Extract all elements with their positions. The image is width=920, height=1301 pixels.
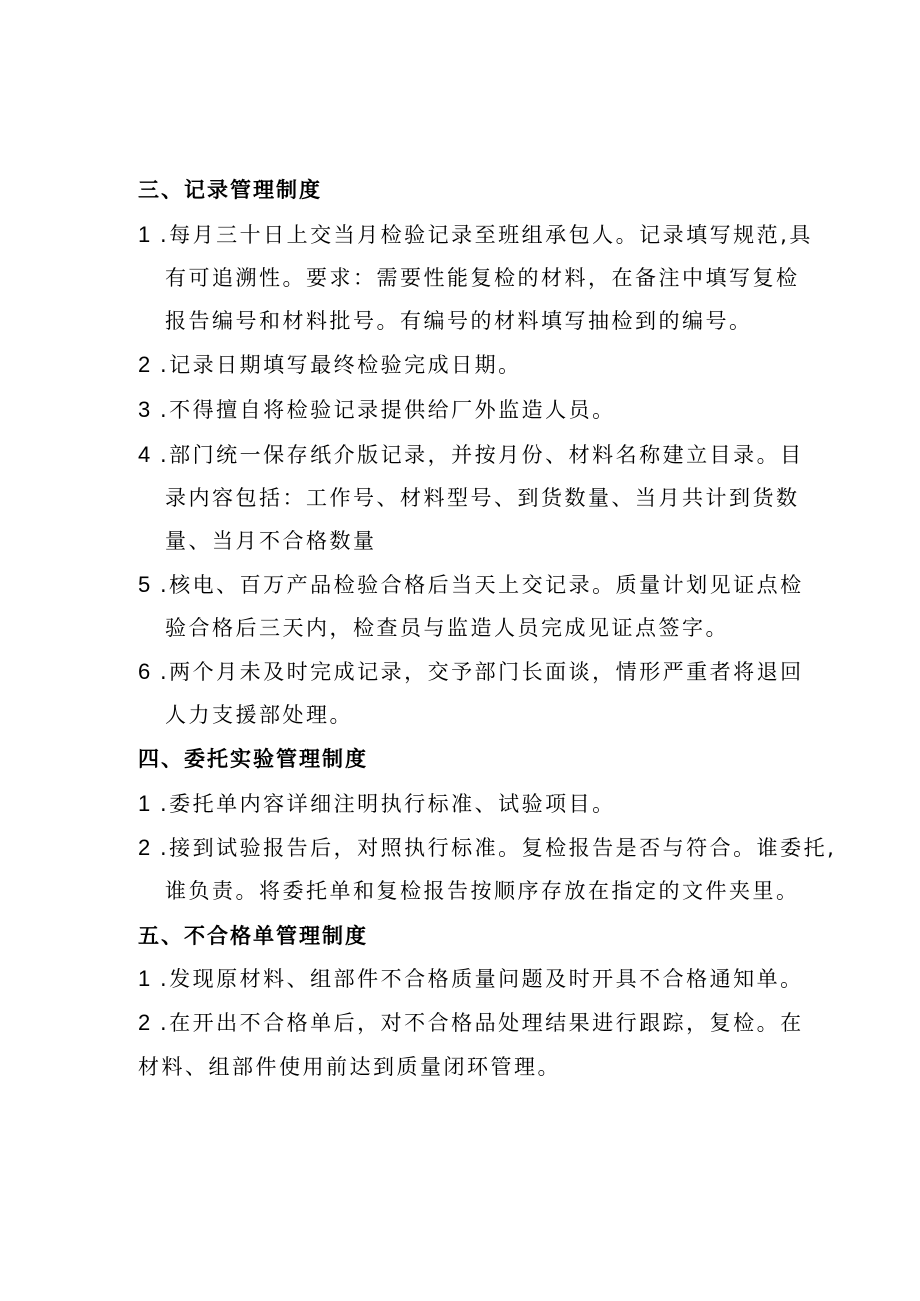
item-text-continued: 验合格后三天内，检查员与监造人员完成见证点签字。 — [165, 616, 729, 640]
list-item — [138, 439, 804, 469]
item-number: 2 — [138, 352, 153, 377]
list-item — [138, 1007, 804, 1037]
item-text: .发现原材料、组部件不合格质量问题及时开具不合格通知单。 — [160, 967, 804, 991]
item-text-continued: 人力支援部处理。 — [165, 703, 353, 727]
list-item — [138, 349, 522, 379]
section-heading: 五、不合格单管理制度 — [138, 924, 368, 948]
item-number: 1 — [138, 791, 153, 816]
item-text: .两个月未及时完成记录，交予部门长面谈，情形严重者将退回 — [160, 660, 804, 684]
item-number: 1 — [138, 222, 153, 247]
list-item — [138, 656, 804, 686]
item-number: 4 — [138, 442, 153, 467]
item-number: 1 — [138, 966, 153, 991]
item-text-continued: 量、当月不合格数量 — [165, 529, 377, 553]
list-item — [138, 788, 616, 818]
list-item — [138, 569, 804, 599]
item-text: .部门统一保存纸介版记录，并按月份、材料名称建立目录。目 — [160, 443, 804, 467]
item-text: .每月三十日上交当月检验记录至班组承包人。记录填写规范,具 — [160, 223, 813, 247]
list-item — [138, 832, 836, 862]
item-text: .记录日期填写最终检验完成日期。 — [160, 353, 522, 377]
item-number: 6 — [138, 659, 153, 684]
item-number: 5 — [138, 572, 153, 597]
list-item — [138, 219, 813, 249]
section-heading: 四、委托实验管理制度 — [138, 747, 368, 771]
item-number: 3 — [138, 397, 153, 422]
section-heading: 三、记录管理制度 — [138, 178, 322, 202]
item-text: .不得擅自将检验记录提供给厂外监造人员。 — [160, 398, 616, 422]
list-item — [138, 394, 616, 424]
item-text-continued: 录内容包括：工作号、材料型号、到货数量、当月共计到货数 — [165, 486, 800, 510]
item-text-continued: 报告编号和材料批号。有编号的材料填写抽检到的编号。 — [165, 309, 753, 333]
item-number: 2 — [138, 1010, 153, 1035]
item-text-continued: 材料、组部件使用前达到质量闭环管理。 — [138, 1055, 561, 1079]
list-item — [138, 963, 804, 993]
item-text: .核电、百万产品检验合格后当天上交记录。质量计划见证点检 — [160, 573, 804, 597]
item-number: 2 — [138, 835, 153, 860]
item-text: .在开出不合格单后，对不合格品处理结果进行跟踪，复检。在 — [160, 1011, 804, 1035]
item-text: .接到试验报告后，对照执行标准。复检报告是否与符合。谁委托, — [160, 836, 837, 860]
item-text: .委托单内容详细注明执行标准、试验项目。 — [160, 792, 616, 816]
item-text-continued: 有可追溯性。要求：需要性能复检的材料，在备注中填写复检 — [165, 266, 800, 290]
item-text-continued: 谁负责。将委托单和复检报告按顺序存放在指定的文件夹里。 — [165, 879, 800, 903]
